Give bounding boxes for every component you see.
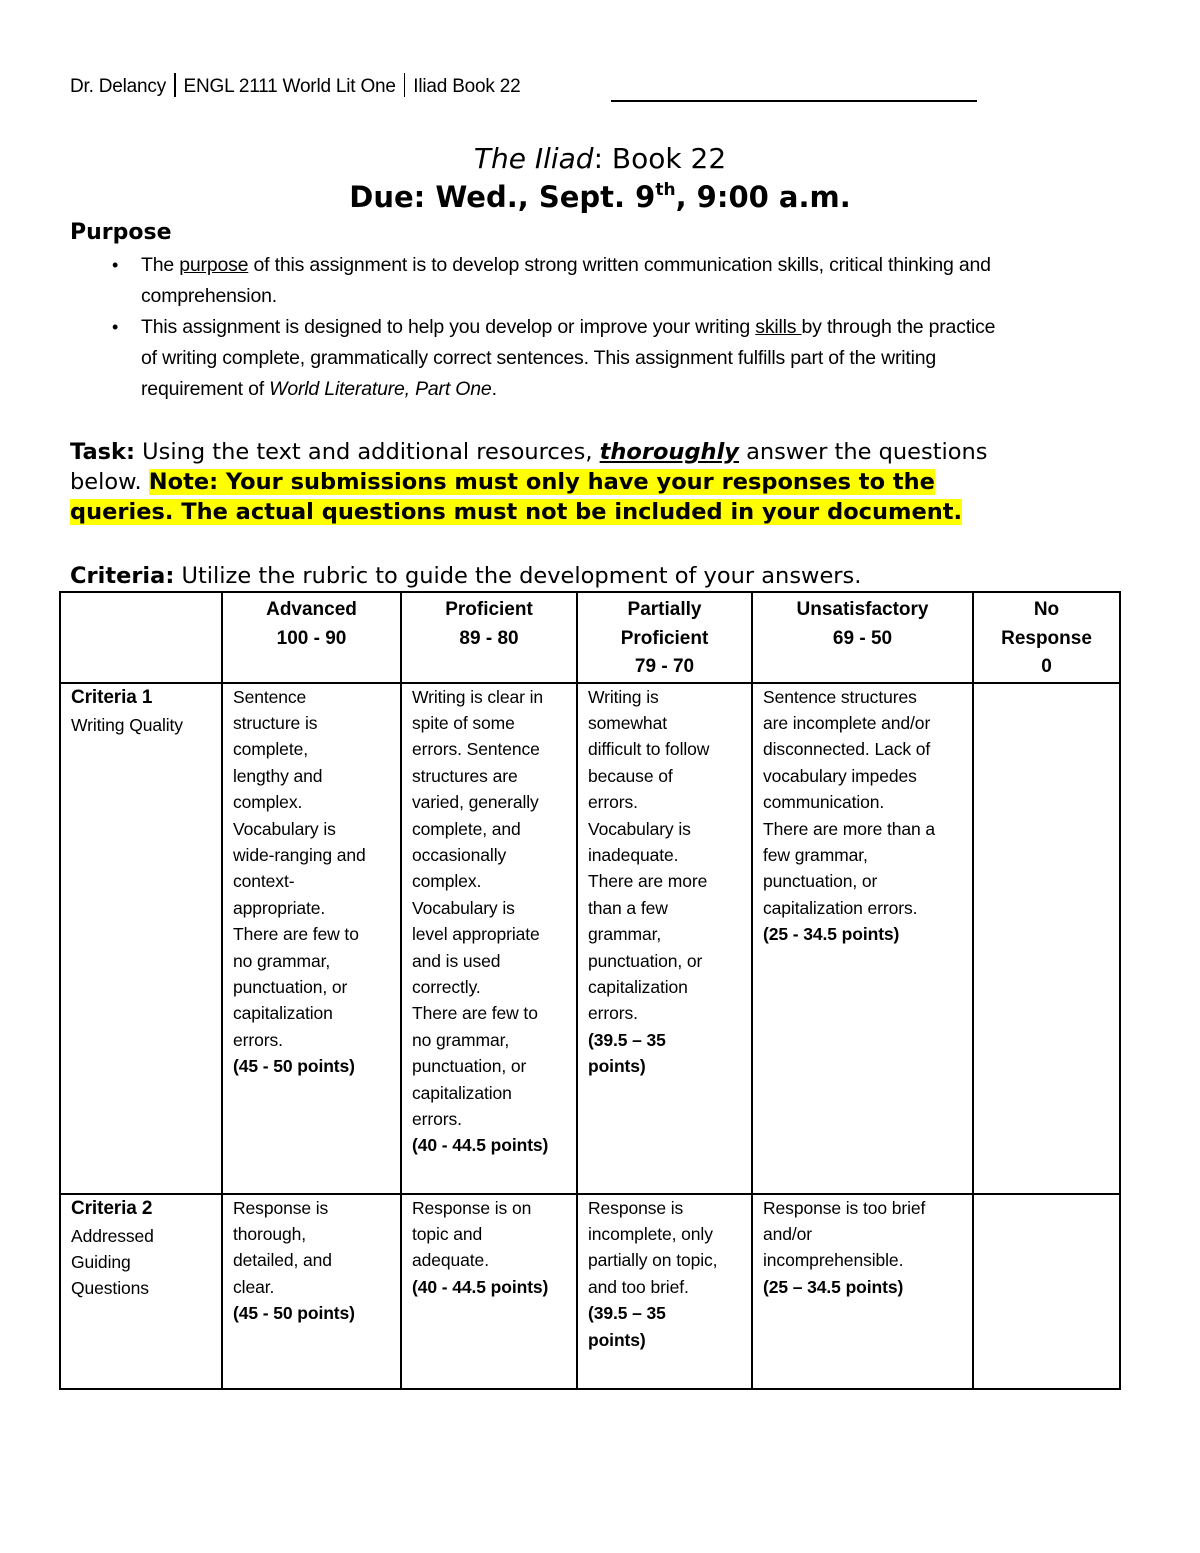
header-label: No — [1033, 599, 1060, 620]
due-date-time: , 9:00 a.m. — [675, 180, 851, 214]
cell-text-line: Response is — [588, 1197, 684, 1218]
cell-text-line: There are few to — [233, 924, 359, 945]
header-label: Partially — [627, 599, 702, 620]
criteria-description: Guiding — [71, 1251, 131, 1272]
cell-text-line: no grammar, — [412, 1029, 510, 1050]
cell-text-line: communication. — [763, 792, 885, 813]
task-label: Task: — [70, 439, 135, 465]
corner-cell — [60, 592, 222, 683]
header-range: 89 - 80 — [459, 627, 519, 649]
assignment-name: Iliad Book 22 — [413, 76, 521, 97]
list-item — [70, 250, 1130, 312]
underlined-word: purpose — [179, 254, 249, 276]
cell-text-line: spite of some — [412, 712, 515, 733]
rubric-cell-unsatisfactory — [752, 1194, 973, 1389]
cell-text-line: Vocabulary is — [588, 818, 691, 839]
points-range: (25 – 34.5 points) — [763, 1276, 904, 1297]
cell-text-line: There are few to — [412, 1003, 538, 1024]
purpose-line: of writing complete, grammatically correct sentences. This assignment fulfills part of the writing — [141, 347, 937, 369]
rubric-cell-proficient — [401, 1194, 577, 1389]
cell-text-line: grammar, — [588, 924, 662, 945]
cell-text-line: because of — [588, 765, 673, 786]
cell-text-line: complete, and — [412, 818, 521, 839]
rubric-cell-unsatisfactory — [752, 683, 973, 1194]
task-line — [70, 497, 1130, 527]
cell-text-line: Response is on — [412, 1197, 532, 1218]
text: requirement of — [141, 378, 270, 400]
rubric-cell-no-response — [973, 683, 1120, 1194]
points-range: points) — [588, 1056, 646, 1077]
cell-text-line: punctuation, or — [233, 976, 348, 997]
cell-text-line: thorough, — [233, 1223, 307, 1244]
header-label: Proficient — [445, 599, 533, 620]
work-title: The Iliad — [473, 142, 594, 175]
cell-text-line: lengthy and — [233, 765, 323, 786]
rubric-cell-proficient — [401, 683, 577, 1194]
header-label: Proficient — [620, 627, 709, 649]
cell-text-line: difficult to follow — [588, 739, 710, 760]
cell-text-line: context- — [233, 871, 295, 892]
purpose-line: comprehension. — [141, 285, 277, 307]
rubric-cell-advanced — [222, 1194, 401, 1389]
task-line — [70, 437, 1130, 467]
cell-text-line: somewhat — [588, 712, 667, 733]
table-row — [60, 1194, 1120, 1389]
book-label: : Book 22 — [593, 142, 727, 175]
cell-text-line: correctly. — [412, 976, 481, 997]
cell-text-line: complete, — [233, 739, 308, 760]
bullet-icon: • — [112, 317, 119, 337]
cell-text-line: There are more than a — [763, 818, 936, 839]
cell-text-line: Vocabulary is — [412, 897, 515, 918]
criteria-description: Addressed — [71, 1225, 154, 1246]
cell-text-line: occasionally — [412, 844, 507, 865]
cell-text-line: varied, generally — [412, 792, 539, 813]
cell-text-line: punctuation, or — [412, 1056, 527, 1077]
points-range: (45 - 50 points) — [233, 1303, 355, 1324]
criteria-label: Criteria: — [70, 563, 175, 589]
bullet-icon: • — [112, 255, 119, 275]
cell-text-line: errors. — [412, 1109, 462, 1129]
points-range: (45 - 50 points) — [233, 1056, 355, 1077]
points-range: (25 - 34.5 points) — [763, 924, 900, 945]
criteria-name: Criteria 1 — [71, 686, 153, 708]
text: by through the practice — [801, 316, 996, 338]
page-title — [0, 142, 1200, 175]
criteria-label-cell — [60, 683, 222, 1194]
highlighted-note: queries. The actual questions must not be included in your document. — [70, 499, 963, 525]
cell-text-line: structure is — [233, 712, 318, 733]
header-label: Response — [1001, 627, 1092, 649]
rubric-cell-advanced — [222, 683, 401, 1194]
cell-text-line: clear. — [233, 1276, 275, 1297]
due-date — [0, 180, 1200, 214]
purpose-line — [141, 250, 1130, 281]
cell-text-line: and/or — [763, 1223, 813, 1244]
rubric-cell-partially-proficient — [577, 1194, 752, 1389]
header-range: 69 - 50 — [832, 627, 893, 649]
header-label: Unsatisfactory — [796, 599, 929, 620]
cell-text-line: structures are — [412, 765, 518, 786]
purpose-heading: Purpose — [70, 220, 172, 245]
cell-text-line: There are more — [588, 871, 708, 892]
header-cell-unsatisfactory — [752, 592, 973, 683]
cell-text-line: errors. — [588, 792, 638, 813]
cell-text-line: and too brief. — [588, 1276, 689, 1297]
text: Using the text and additional resources, — [134, 439, 600, 465]
cell-text-line: capitalization — [412, 1082, 512, 1103]
header-range: 0 — [1041, 656, 1052, 677]
cell-text-line: Vocabulary is — [233, 818, 336, 839]
course-title-italic: World Literature, Part One — [269, 378, 492, 400]
text: answer the questions — [738, 439, 988, 465]
cell-text-line: capitalization — [233, 1003, 333, 1024]
criteria-description: Writing Quality — [71, 714, 183, 735]
cell-text-line: Response is — [233, 1197, 329, 1218]
cell-text-line: complex. — [412, 871, 482, 892]
cell-text-line: topic and — [412, 1223, 483, 1244]
points-range: (40 - 44.5 points) — [412, 1276, 549, 1297]
cell-text-line: errors. Sentence — [412, 739, 540, 760]
criteria-intro — [70, 563, 861, 589]
cell-text-line: incomplete, only — [588, 1223, 713, 1244]
points-range: (39.5 – 35 — [588, 1303, 666, 1324]
rubric-cell-partially-proficient — [577, 683, 752, 1194]
cell-text-line: Sentence structures — [763, 686, 917, 707]
course-name: ENGL 2111 World Lit One — [183, 76, 396, 97]
due-date-ordinal: th — [655, 180, 676, 200]
text: below. — [70, 469, 149, 495]
cell-text-line: punctuation, or — [588, 950, 703, 971]
cell-text-line: partially on topic, — [588, 1250, 718, 1271]
cell-text-line: incomprehensible. — [763, 1250, 904, 1271]
criteria-name: Criteria 2 — [71, 1197, 153, 1219]
text: Utilize the rubric to guide the development of your answers. — [174, 563, 862, 589]
list-item — [70, 312, 1130, 405]
text: of this assignment is to develop strong written communication skills, critical thinking and — [248, 254, 991, 276]
header-cell-partially-proficient — [577, 592, 752, 683]
instructor-name: Dr. Delancy — [70, 76, 167, 97]
cell-text-line: level appropriate — [412, 924, 540, 945]
document-header — [70, 73, 521, 98]
underlined-word: skills — [755, 316, 802, 338]
cell-text-line: Writing is — [588, 686, 659, 707]
table-row — [60, 683, 1120, 1194]
cell-text-line: punctuation, or — [763, 871, 878, 892]
rubric-cell-no-response — [973, 1194, 1120, 1389]
cell-text-line: and is used — [412, 950, 501, 971]
task-section — [70, 437, 1130, 527]
cell-text-line: complex. — [233, 792, 303, 813]
header-range: 100 - 90 — [276, 627, 347, 649]
header-range: 79 - 70 — [634, 656, 695, 677]
purpose-line — [141, 374, 1130, 405]
points-range: (39.5 – 35 — [588, 1029, 666, 1050]
rubric-table — [59, 591, 1121, 1390]
due-date-text: Due: Wed., Sept. 9 — [349, 180, 656, 214]
criteria-description: Questions — [71, 1278, 149, 1299]
cell-text-line: few grammar, — [763, 844, 868, 865]
header-divider — [404, 73, 406, 97]
cell-text-line: wide-ranging and — [233, 844, 366, 865]
cell-text-line: Writing is clear in — [412, 686, 544, 707]
task-line — [70, 467, 1130, 497]
table-header-row — [60, 592, 1120, 683]
cell-text-line: capitalization — [588, 976, 688, 997]
purpose-list — [70, 250, 1130, 405]
cell-text-line: Sentence — [233, 686, 307, 707]
cell-text-line: inadequate. — [588, 844, 679, 865]
cell-text-line: disconnected. Lack of — [763, 739, 931, 760]
cell-text-line: errors. — [588, 1003, 638, 1024]
cell-text-line: Response is too brief — [763, 1197, 926, 1218]
points-range: (40 - 44.5 points) — [412, 1135, 549, 1156]
text: . — [491, 378, 497, 400]
text: This assignment is designed to help you develop or improve your writing — [141, 316, 756, 338]
text: The — [141, 254, 180, 276]
emphasis-word: thoroughly — [599, 439, 739, 465]
header-divider — [174, 73, 176, 97]
purpose-line — [141, 312, 1130, 343]
cell-text-line: are incomplete and/or — [763, 712, 931, 733]
cell-text-line: than a few — [588, 897, 668, 918]
header-cell-advanced — [222, 592, 401, 683]
cell-text-line: adequate. — [412, 1250, 489, 1271]
cell-text-line: capitalization errors. — [763, 897, 918, 918]
header-cell-no-response — [973, 592, 1120, 683]
cell-text-line: detailed, and — [233, 1250, 332, 1271]
cell-text-line: no grammar, — [233, 950, 331, 971]
highlighted-note: Note: Your submissions must only have your responses to the — [148, 469, 935, 495]
header-cell-proficient — [401, 592, 577, 683]
points-range: points) — [588, 1329, 646, 1350]
header-label: Advanced — [266, 599, 357, 620]
cell-text-line: vocabulary impedes — [763, 765, 917, 786]
criteria-label-cell — [60, 1194, 222, 1389]
name-blank-line — [611, 100, 977, 102]
cell-text-line: errors. — [233, 1029, 283, 1050]
cell-text-line: appropriate. — [233, 897, 326, 918]
